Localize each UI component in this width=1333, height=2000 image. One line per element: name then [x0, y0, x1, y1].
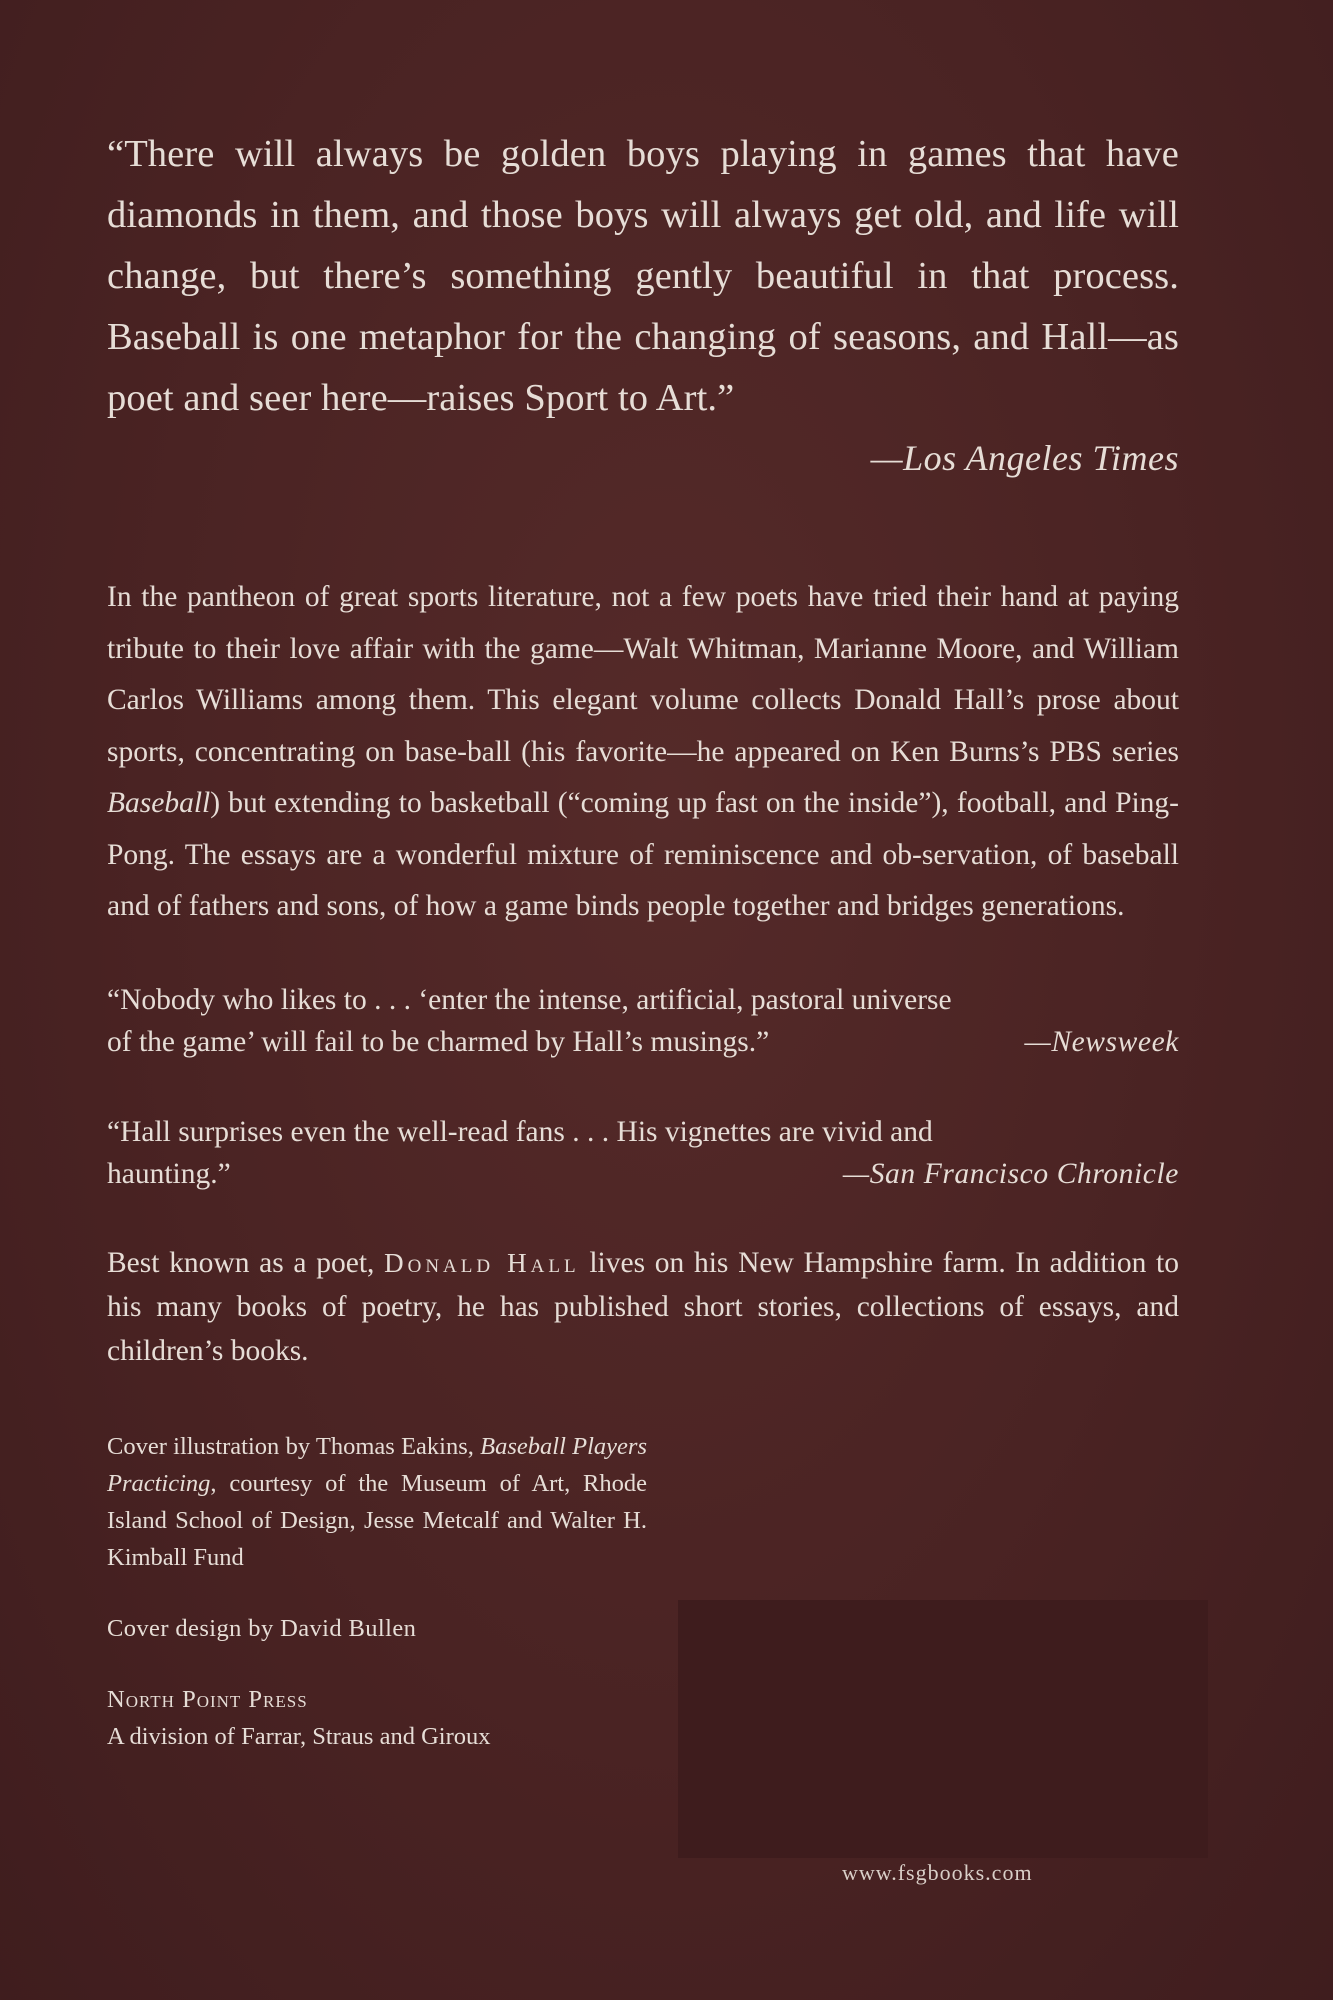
- publisher-website: www.fsgbooks.com: [842, 1860, 1033, 1885]
- blurb-newsweek: [107, 979, 1179, 1063]
- blurb-line: haunting.”: [107, 1157, 231, 1190]
- description-paragraph: [107, 572, 1179, 933]
- blurb-line: of the game’ will fail to be charmed by Hall’s musings.”: [107, 1025, 770, 1058]
- cover-text: [107, 124, 1179, 1755]
- author-name: Donald Hall: [384, 1247, 580, 1278]
- pull-quote-text: “There will always be golden boys playing in games that have diamonds in them, and those boys will always get old, and life will change, but there’s something gently beautiful in that process. Baseball is one metaphor for the changing of seasons, and Hall—as poet and seer here—raises Sport to Art.”: [107, 133, 1179, 419]
- cover-design-credit: Cover design by David Bullen: [107, 1614, 417, 1642]
- series-title: Baseball: [107, 787, 211, 819]
- blurb-sf-chronicle: [107, 1111, 1179, 1195]
- pull-quote-source: —Los Angeles Times: [870, 438, 1179, 478]
- bio-text-before: Best known as a poet,: [107, 1246, 385, 1279]
- pull-quote: [107, 124, 1179, 487]
- blurb-last-line: [107, 1153, 1179, 1195]
- artwork-title: Baseball Players Practicing: [107, 1432, 647, 1497]
- publisher-division: A division of Farrar, Straus and Giroux: [107, 1722, 491, 1750]
- blurb-line: “Hall surprises even the well-read fans . . . His vignettes are vivid and: [107, 1115, 933, 1148]
- blurb-source: —Newsweek: [1024, 1025, 1179, 1058]
- barcode-area: [678, 1600, 1208, 1858]
- credit-text-before: Cover illustration by Thomas Eakins,: [107, 1432, 481, 1460]
- description-text-before: In the pantheon of great sports literature, not a few poets have tried their hand at paying tribute to their love affair with the game—Walt Whitman, Marianne Moore, and William Carlos Williams among them. This elegant volume collects Donald Hall’s prose about sports, concentrating on base-ball (his favorite—he appeared on Ken Burns’s PBS series: [107, 581, 1179, 768]
- blurb-last-line: [107, 1021, 1179, 1063]
- publisher-name: North Point Press: [107, 1685, 308, 1713]
- blurb-source: —San Francisco Chronicle: [842, 1157, 1179, 1190]
- blurb-line: “Nobody who likes to . . . ‘enter the intense, artificial, pastoral universe: [107, 983, 952, 1016]
- author-bio: [107, 1241, 1179, 1373]
- bio-text-after: lives on his New Hampshire farm. In addition to his many books of poetry, he has published short stories, collections of essays, and children’s books.: [107, 1246, 1180, 1367]
- book-description: [107, 572, 1179, 933]
- cover-illustration-credit: [107, 1428, 647, 1576]
- credit-text-after: , courtesy of the Museum of Art, Rhode Island School of Design, Jesse Metcalf and Walter H. Kimball Fund: [107, 1469, 647, 1571]
- description-text-after: ) but extending to basketball (“coming up fast on the inside”), football, and Ping-Pong. The essays are a wonderful mixture of reminiscence and ob-servation, of baseball and of fathers and sons, of how a game binds people together and bridges generations.: [107, 787, 1179, 922]
